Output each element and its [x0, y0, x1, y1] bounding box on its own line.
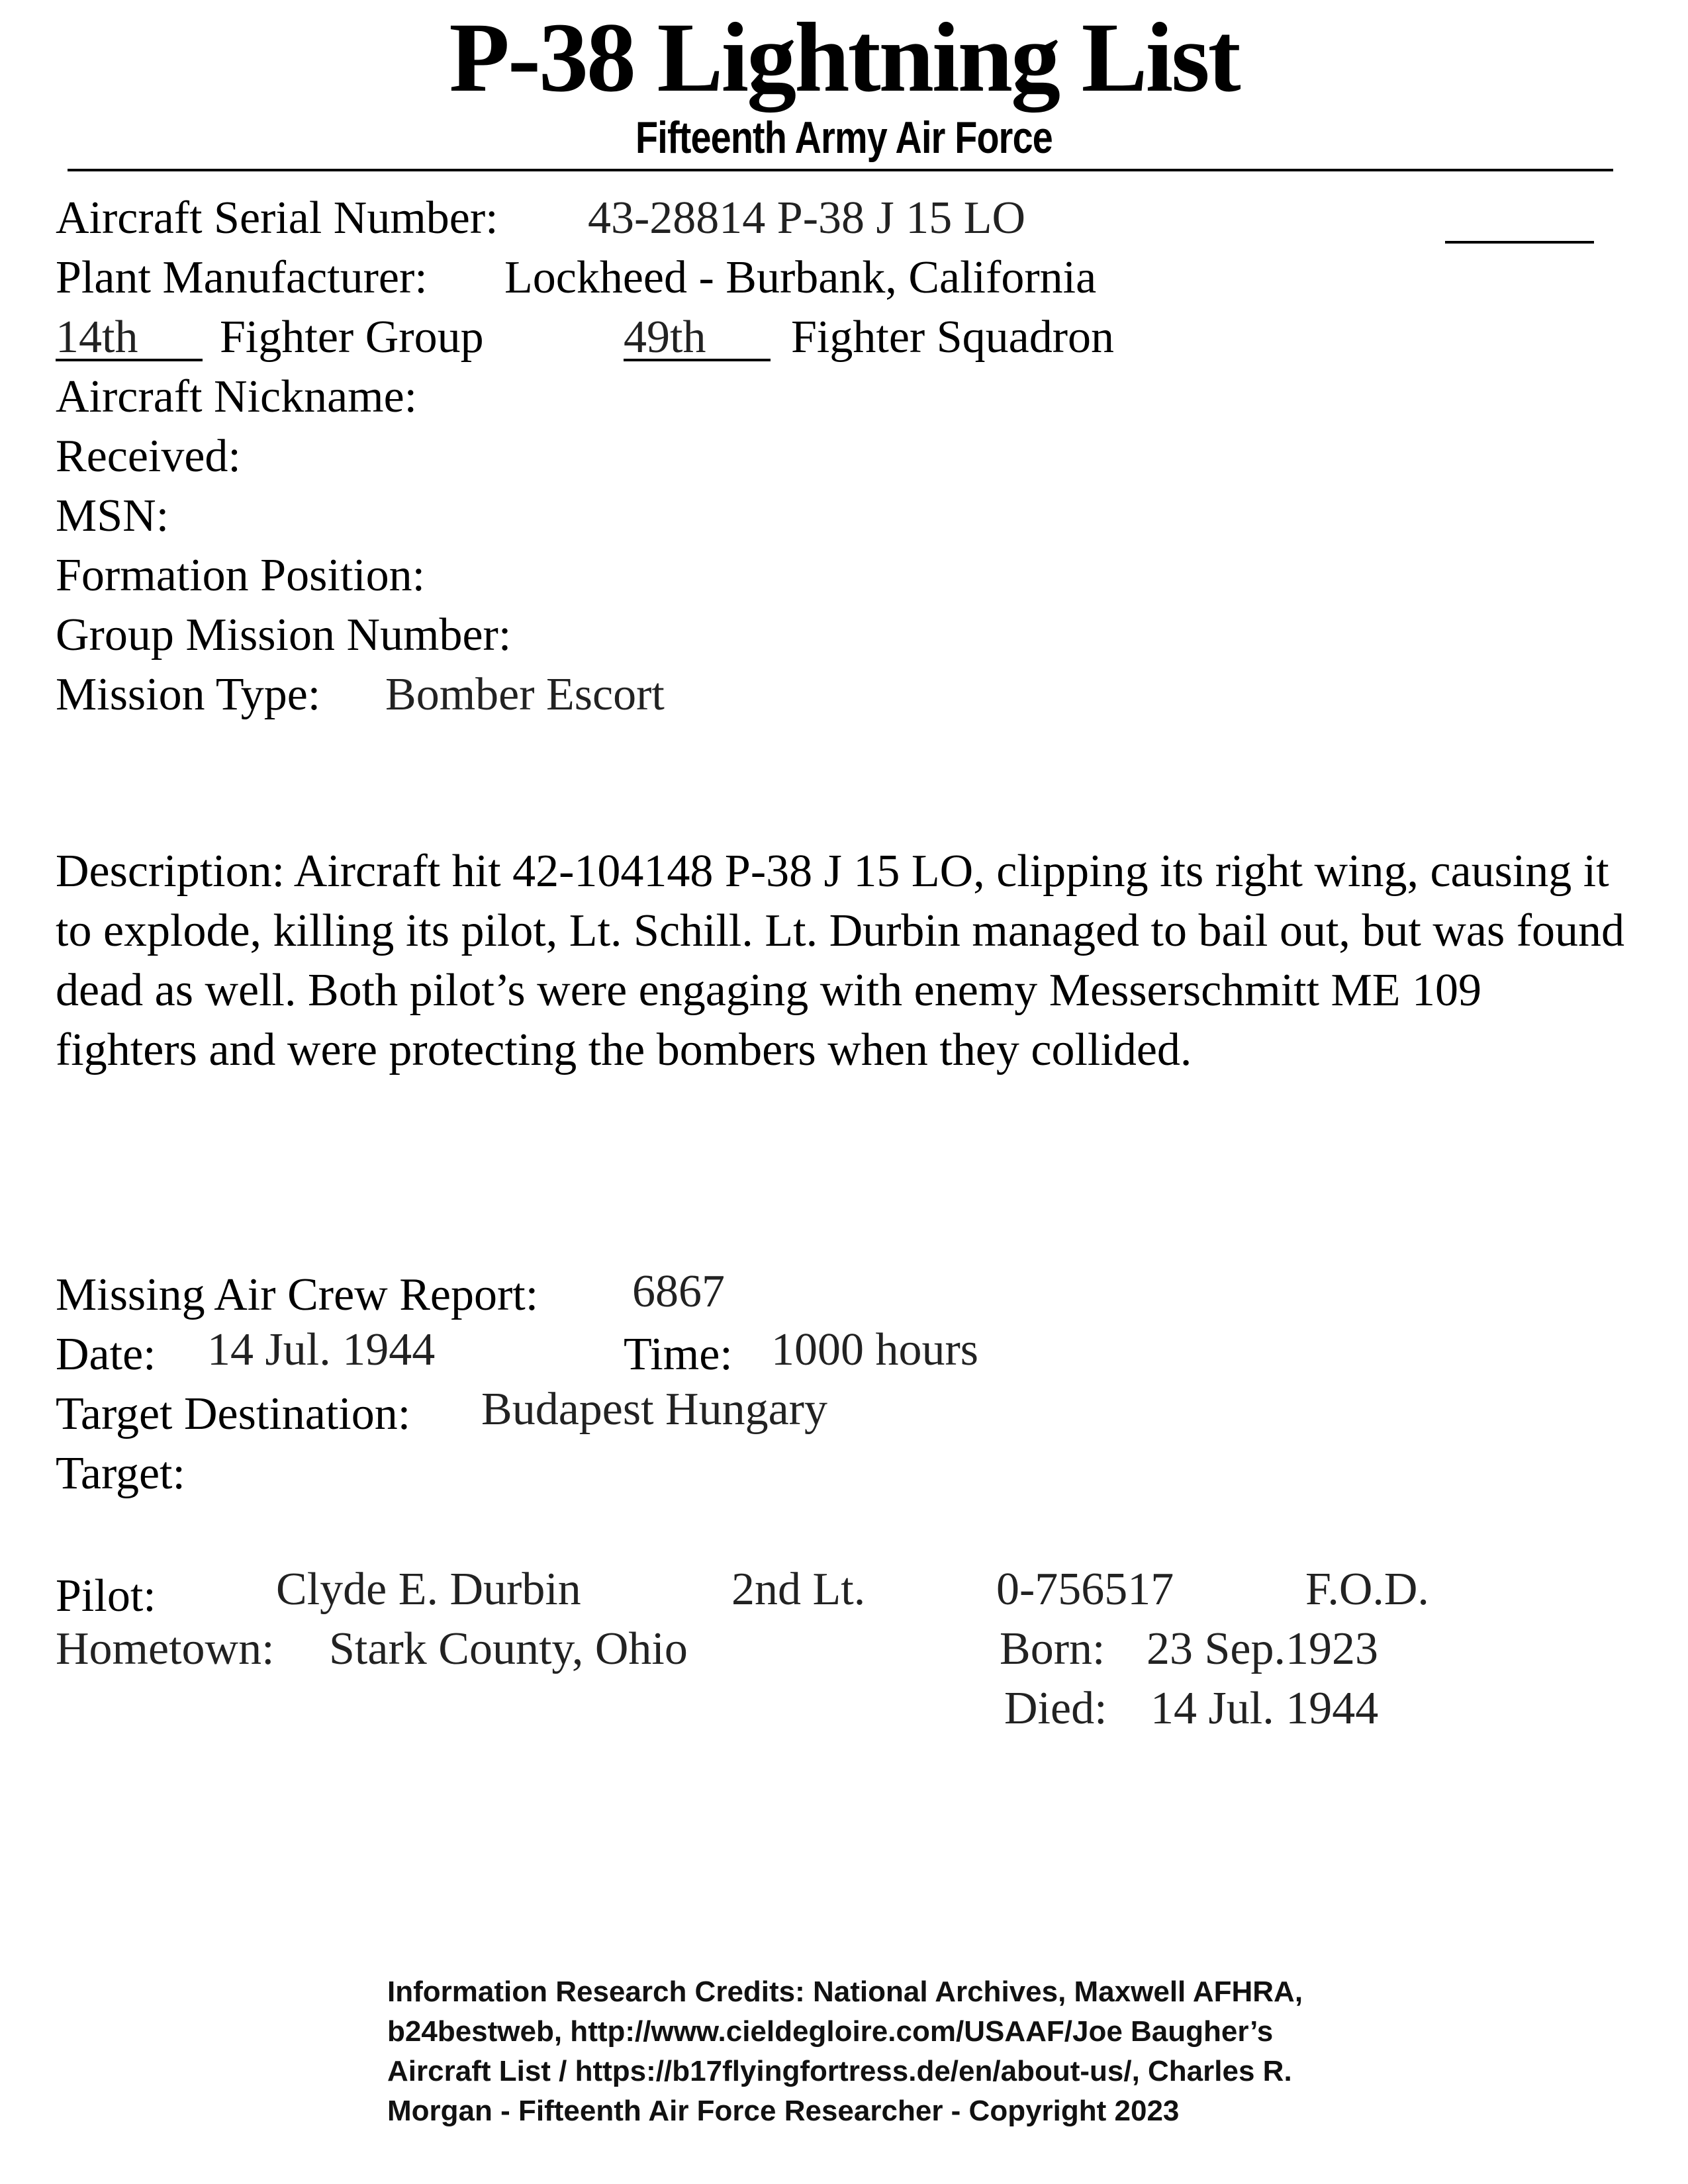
- header-divider: [68, 169, 1613, 171]
- time-label: Time:: [624, 1329, 733, 1380]
- target-label: Target:: [56, 1448, 185, 1499]
- group-mission-number-label: Group Mission Number:: [56, 610, 512, 660]
- pilot-label: Pilot:: [56, 1570, 156, 1621]
- mission-type-value: Bomber Escort: [385, 669, 665, 720]
- manufacturer-label: Plant Manufacturer:: [56, 252, 428, 303]
- target-destination-value: Budapest Hungary: [481, 1384, 827, 1435]
- description-label: Description:: [56, 846, 285, 897]
- target-destination-label: Target Destination:: [56, 1388, 411, 1439]
- fighter-group-label: Fighter Group: [220, 312, 484, 363]
- description-block: [56, 842, 1631, 1080]
- received-label: Received:: [56, 431, 241, 482]
- date-value: 14 Jul. 1944: [207, 1324, 436, 1375]
- born-label: Born:: [1000, 1623, 1105, 1674]
- died-label: Died:: [1004, 1683, 1107, 1734]
- page-subtitle: Fifteenth Army Air Force: [635, 113, 1053, 163]
- macr-value: 6867: [632, 1266, 725, 1317]
- date-label: Date:: [56, 1329, 156, 1380]
- research-credits: [387, 1972, 1380, 2131]
- credits-line: Information Research Credits: National Archives, Maxwell AFHRA,: [387, 1976, 1303, 2008]
- serial-blank-line: [1445, 241, 1594, 244]
- macr-label: Missing Air Crew Report:: [56, 1269, 539, 1320]
- formation-position-label: Formation Position:: [56, 550, 426, 601]
- credits-line: Aircraft List / https://b17flyingfortress.de/en/about-us/, Charles R.: [387, 2055, 1292, 2087]
- credits-line: b24bestweb, http://www.cieldegloire.com/USAAF/Joe Baugher’s: [387, 2015, 1274, 2048]
- mission-type-label: Mission Type:: [56, 669, 321, 720]
- serial-number-label: Aircraft Serial Number:: [56, 193, 498, 244]
- pilot-serial-number: 0-756517: [996, 1564, 1174, 1615]
- died-value: 14 Jul. 1944: [1150, 1683, 1379, 1734]
- born-value: 23 Sep.1923: [1147, 1623, 1378, 1674]
- time-value: 1000 hours: [771, 1324, 979, 1375]
- fighter-group-value: 14th: [56, 311, 203, 361]
- pilot-name: Clyde E. Durbin: [276, 1564, 581, 1615]
- nickname-label: Aircraft Nickname:: [56, 371, 418, 422]
- fighter-squadron-value: 49th: [624, 311, 771, 361]
- manufacturer-value: Lockheed - Burbank, California: [504, 252, 1097, 303]
- pilot-rank: 2nd Lt.: [731, 1564, 866, 1615]
- credits-line: Morgan - Fifteenth Air Force Researcher - Copyright 2023: [387, 2095, 1180, 2127]
- hometown-label: Hometown:: [56, 1623, 275, 1674]
- fighter-squadron-label: Fighter Squadron: [791, 312, 1115, 363]
- description-text: Aircraft hit 42-104148 P-38 J 15 LO, clipping its right wing, causing it to explode, killing its pilot, Lt. Schill. Lt. Durbin managed to bail out, but was found dead as well. Both pilot’s were engaging with enemy Messerschmitt ME 109 fighters and were protecting the bombers when they collided.: [56, 846, 1625, 1075]
- pilot-status: F.O.D.: [1305, 1564, 1429, 1615]
- msn-label: MSN:: [56, 490, 169, 541]
- hometown-value: Stark County, Ohio: [329, 1623, 688, 1674]
- serial-number-value: 43-28814 P-38 J 15 LO: [588, 193, 1026, 244]
- page-title: P-38 Lightning List: [449, 3, 1239, 113]
